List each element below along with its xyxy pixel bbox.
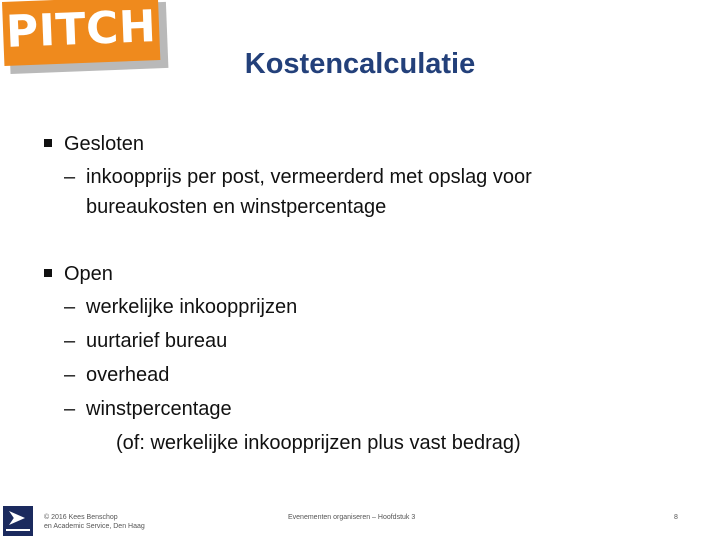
bullet-open <box>44 258 684 290</box>
sub-item-text: werkelijke inkoopprijzen <box>86 296 298 318</box>
sub-item-text: overhead <box>86 364 170 386</box>
dash-icon: – <box>64 364 76 386</box>
footer-chapter: Evenementen organiseren – Hoofdstuk 3 <box>288 514 416 521</box>
square-bullet-icon <box>44 269 52 277</box>
sub-item-text: uurtarief bureau <box>86 330 228 352</box>
sub-item <box>44 160 684 194</box>
sub-item-text: winstpercentage <box>86 398 232 420</box>
logo-text: PITCH <box>5 0 158 58</box>
bullet-label: Open <box>64 263 113 285</box>
pitch-logo <box>2 0 160 66</box>
spacer <box>44 222 684 258</box>
bullet-label: Gesloten <box>64 133 145 155</box>
footer-copyright-line2: en Academic Service, Den Haag <box>44 523 145 530</box>
arrow-mark-icon <box>9 511 25 525</box>
publisher-logo-icon <box>3 506 33 536</box>
sub-item-text: inkoopprijs per post, vermeerderd met opslag voor <box>86 166 532 188</box>
slide-content <box>44 128 684 460</box>
sub-item-continuation: bureaukosten en winstpercentage <box>86 196 387 218</box>
dash-icon: – <box>64 166 76 188</box>
page-number: 8 <box>674 514 678 521</box>
bullet-gesloten <box>44 128 684 160</box>
footer-copyright-line1: © 2016 Kees Benschop <box>44 514 118 521</box>
sub-item <box>44 324 684 358</box>
sub-item <box>44 358 684 392</box>
square-bullet-icon <box>44 139 52 147</box>
sub-item <box>44 290 684 324</box>
footer-copyright <box>44 513 145 531</box>
dash-icon: – <box>64 296 76 318</box>
sub-item-note: (of: werkelijke inkoopprijzen plus vast bedrag) <box>116 432 521 454</box>
dash-icon: – <box>64 330 76 352</box>
dash-icon: – <box>64 398 76 420</box>
sub-item <box>44 392 684 426</box>
slide-title: Kostencalculatie <box>244 48 476 80</box>
logo-underline <box>6 529 30 531</box>
